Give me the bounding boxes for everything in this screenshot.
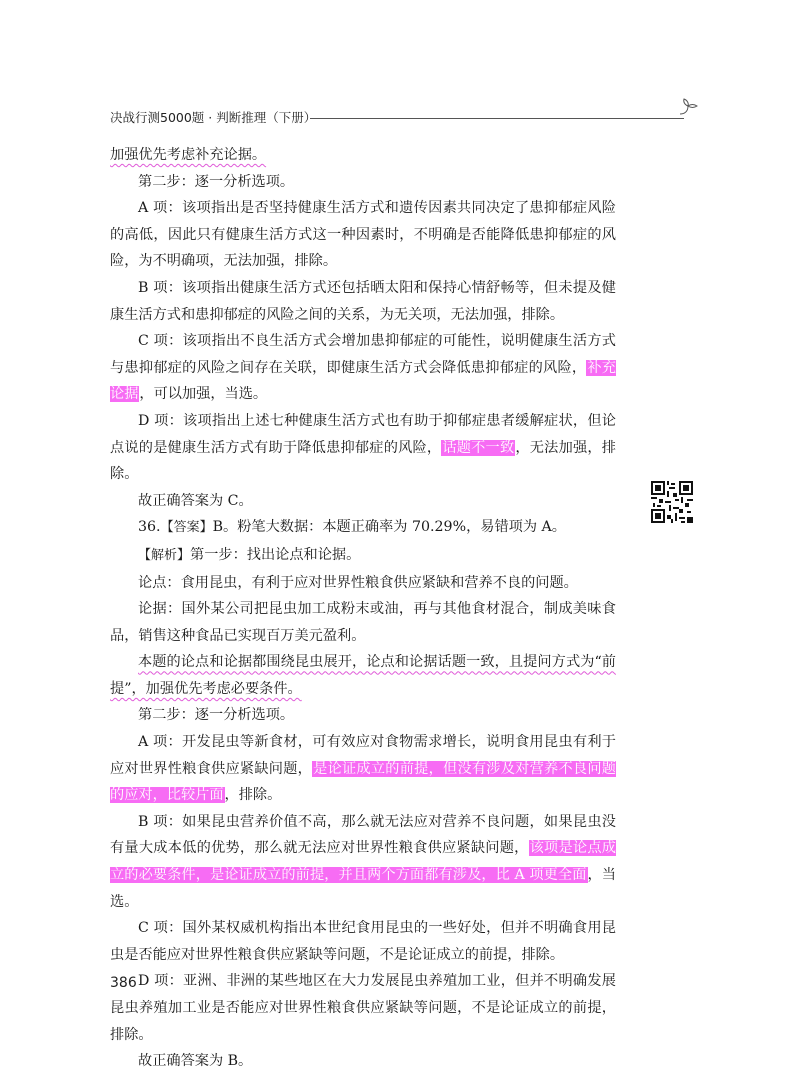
paragraph-text: ，无法加强，排除。	[110, 439, 616, 483]
running-header	[110, 100, 700, 130]
paragraph-text: 论点：食用昆虫，有利于应对世界性粮食供应紧缺和营养不良的问题。	[138, 574, 578, 591]
explanation-body	[110, 142, 616, 1075]
paragraph-text: 第二步：逐一分析选项。	[138, 707, 295, 724]
paragraph	[110, 169, 616, 196]
paragraph-text: 故正确答案为 B。	[138, 1053, 253, 1070]
paragraph	[110, 275, 616, 328]
paragraph-text: A 项：该项指出是否坚持健康生活方式和遗传因素共同决定了患抑郁症风险的高低，因此只有健康生活方式这一种因素时，不明确是否能降低患抑郁症的风险，为不明确项，无法加强，排除。	[110, 200, 616, 270]
paragraph	[110, 649, 616, 702]
paragraph-text: B。粉笔大数据：本题正确率为 70.29%，易错项为 A。	[212, 519, 566, 536]
paragraph-text: C 项：国外某权威机构指出本世纪食用昆虫的一些好处，但并不明确食用昆虫是否能应对世界性粮食供应紧缺等问题，不是论证成立的前提，排除。	[110, 920, 616, 963]
paragraph	[110, 195, 616, 275]
paragraph-text: 论据：国外某公司把昆虫加工成粉末或油，再与其他食材混合，制成美味食品，销售这种食品已实现百万美元盈利。	[110, 601, 616, 644]
paragraph-text: C 项：该项指出不良生活方式会增加患抑郁症的可能性，说明健康生活方式与患抑郁症的风险之间存在关联，即健康生活方式会降低患抑郁症的风险，	[110, 333, 616, 376]
paragraph-text: D 项：该项指出上述七种健康生活方式也有助于抑郁症患者缓解症状，但论点说的是健康生活方式有助于降低患抑郁症的风险，	[110, 412, 616, 456]
paragraph-text: B 项：如果昆虫营养价值不高，那么就无法应对营养不良问题，如果昆虫没有量大成本低的优势，那么就无法应对世界性粮食供应紧缺问题，	[110, 813, 616, 857]
paragraph	[110, 915, 616, 968]
paragraph-text: B 项：该项指出健康生活方式还包括晒太阳和保持心情舒畅等，但未提及健康生活方式和患抑郁症的风险之间的关系，为无关项，无法加强，排除。	[110, 279, 616, 323]
paragraph	[110, 542, 616, 570]
wavy-underlined-text: 加强优先考虑补充论据。	[110, 147, 267, 163]
paragraph	[110, 596, 616, 649]
paragraph-text: A 项：开发昆虫等新食材，可有效应对食物需求增长，说明食用昆虫有利于应对世界性粮食供应紧缺问题，	[110, 734, 616, 777]
highlighted-text: 该项是论点成立的必要条件，是论证成立的前提，并且两个方面都有涉及，比 A 项更全面	[110, 840, 616, 884]
paragraph-text: 第二步：逐一分析选项。	[138, 173, 295, 190]
paragraph	[110, 702, 616, 729]
paragraph-text: ，当选。	[110, 867, 616, 910]
section-label: 【解析】	[138, 547, 191, 563]
highlighted-text: 是论证成立的前提，但没有涉及对营养不良问题的应对，比较片面	[110, 760, 616, 804]
paragraph	[110, 968, 616, 1048]
paragraph-text: 第一步：找出论点和论据。	[190, 546, 361, 563]
section-label: 【答案】	[160, 520, 213, 536]
highlighted-text: 补充论据	[110, 359, 616, 403]
paragraph-text: D 项：亚洲、非洲的某些地区在大力发展昆虫养殖加工业，但并不明确发展昆虫养殖加工业是否能应对世界性粮食供应紧缺等问题，不是论证成立的前提，排除。	[110, 973, 616, 1043]
header-rule	[310, 118, 684, 119]
paragraph-text: ，排除。	[224, 787, 282, 804]
paragraph	[110, 1048, 616, 1075]
wavy-underlined-text: 本题的论点和论据都围绕昆虫展开，论点和论据话题一致，且提问方式为“前提”，加强优先考虑必要条件。	[110, 654, 616, 697]
paragraph-text: ，可以加强，当选。	[139, 386, 268, 403]
qr-code-icon[interactable]	[651, 481, 693, 523]
paragraph	[110, 514, 616, 542]
header-title: 决战行测5000题 · 判断推理（下册）	[110, 110, 317, 125]
paragraph	[110, 408, 616, 488]
paragraph	[110, 142, 616, 169]
page-number: 386	[110, 975, 137, 991]
sprout-icon	[676, 96, 700, 118]
paragraph	[110, 328, 616, 408]
paragraph	[110, 809, 616, 915]
paragraph-text: 故正确答案为 C。	[138, 492, 253, 509]
highlighted-text: 话题不一致	[442, 439, 515, 456]
paragraph	[110, 570, 616, 597]
paragraph-text: 36.	[138, 519, 161, 536]
paragraph	[110, 729, 616, 809]
paragraph	[110, 488, 616, 515]
